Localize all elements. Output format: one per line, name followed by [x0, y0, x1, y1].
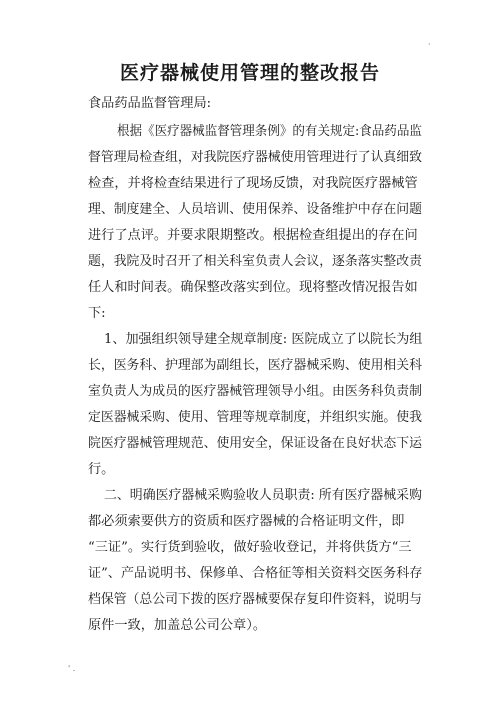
paragraph-2-line-5: 院医疗器械管理规范、使用安全，保证设备在良好状态下运 — [88, 436, 422, 451]
paragraph-1-line-7: 任人和时间表。确保整改落实到位。现将整改情况报告如 — [88, 280, 418, 295]
paragraph-1-line-1: 根据《医疗器械监督管理条例》的有关规定:食品药品监 — [117, 124, 422, 139]
document-title: 医疗器械使用管理的整改报告 — [119, 62, 380, 84]
addressee-line: 食品药品监督管理局: — [88, 96, 212, 111]
paragraph-3-line-5: 档保管（总公司下拨的医疗器械要保存复印件资料，说明与 — [88, 592, 422, 607]
paragraph-1-line-5: 进行了点评。并要求限期整改。根据检查组提出的存在问 — [88, 228, 418, 243]
paragraph-3-line-3: “三证”。实行货到验收，做好验收登记，并将供货方“三 — [88, 540, 412, 555]
paragraph-2-line-6: 行。 — [88, 462, 115, 477]
paragraph-1-line-2: 督管理局检查组，对我院医疗器械使用管理进行了认真细致 — [88, 150, 422, 165]
paragraph-2-line-2: 长，医务科、护理部为副组长，医疗器械采购、使用相关科 — [88, 358, 422, 373]
paragraph-2-line-4: 定医器械采购、使用、管理等规章制度，并组织实施。使我 — [88, 410, 422, 425]
paragraph-1-line-3: 检查，并将检查结果进行了现场反馈，对我院医疗器械管 — [88, 176, 418, 191]
paragraph-1-line-8: 下: — [88, 306, 106, 321]
paragraph-3-line-4: 证”、产品说明书、保修单、合格征等相关资料交医务科存 — [88, 566, 423, 581]
paragraph-2-line-1: 1、加强组织领导建全规章制度: 医院成立了以院长为组 — [104, 332, 423, 347]
paragraph-1-line-6: 题，我院及时召开了相关科室负责人会议，逐条落实整改责 — [88, 254, 422, 269]
paragraph-3-line-2: 都必须索要供方的资质和医疗器械的合格证明文件，即 — [88, 514, 405, 529]
paragraph-1-line-4: 理、制度建全、人员培训、使用保养、设备维护中存在问题 — [88, 202, 422, 217]
paragraph-2-line-3: 室负责人为成员的医疗器械管理领导小组。由医务科负责制 — [88, 384, 422, 399]
paragraph-3-line-6: 原件一致，加盖总公司公章）。 — [88, 618, 267, 633]
corner-mark-bottom-left: ' . — [68, 664, 76, 673]
corner-mark-top-right: · — [428, 40, 431, 49]
paragraph-3-line-1: 二、明确医疗器械采购验收人员职责: 所有医疗器械采购 — [104, 488, 422, 503]
